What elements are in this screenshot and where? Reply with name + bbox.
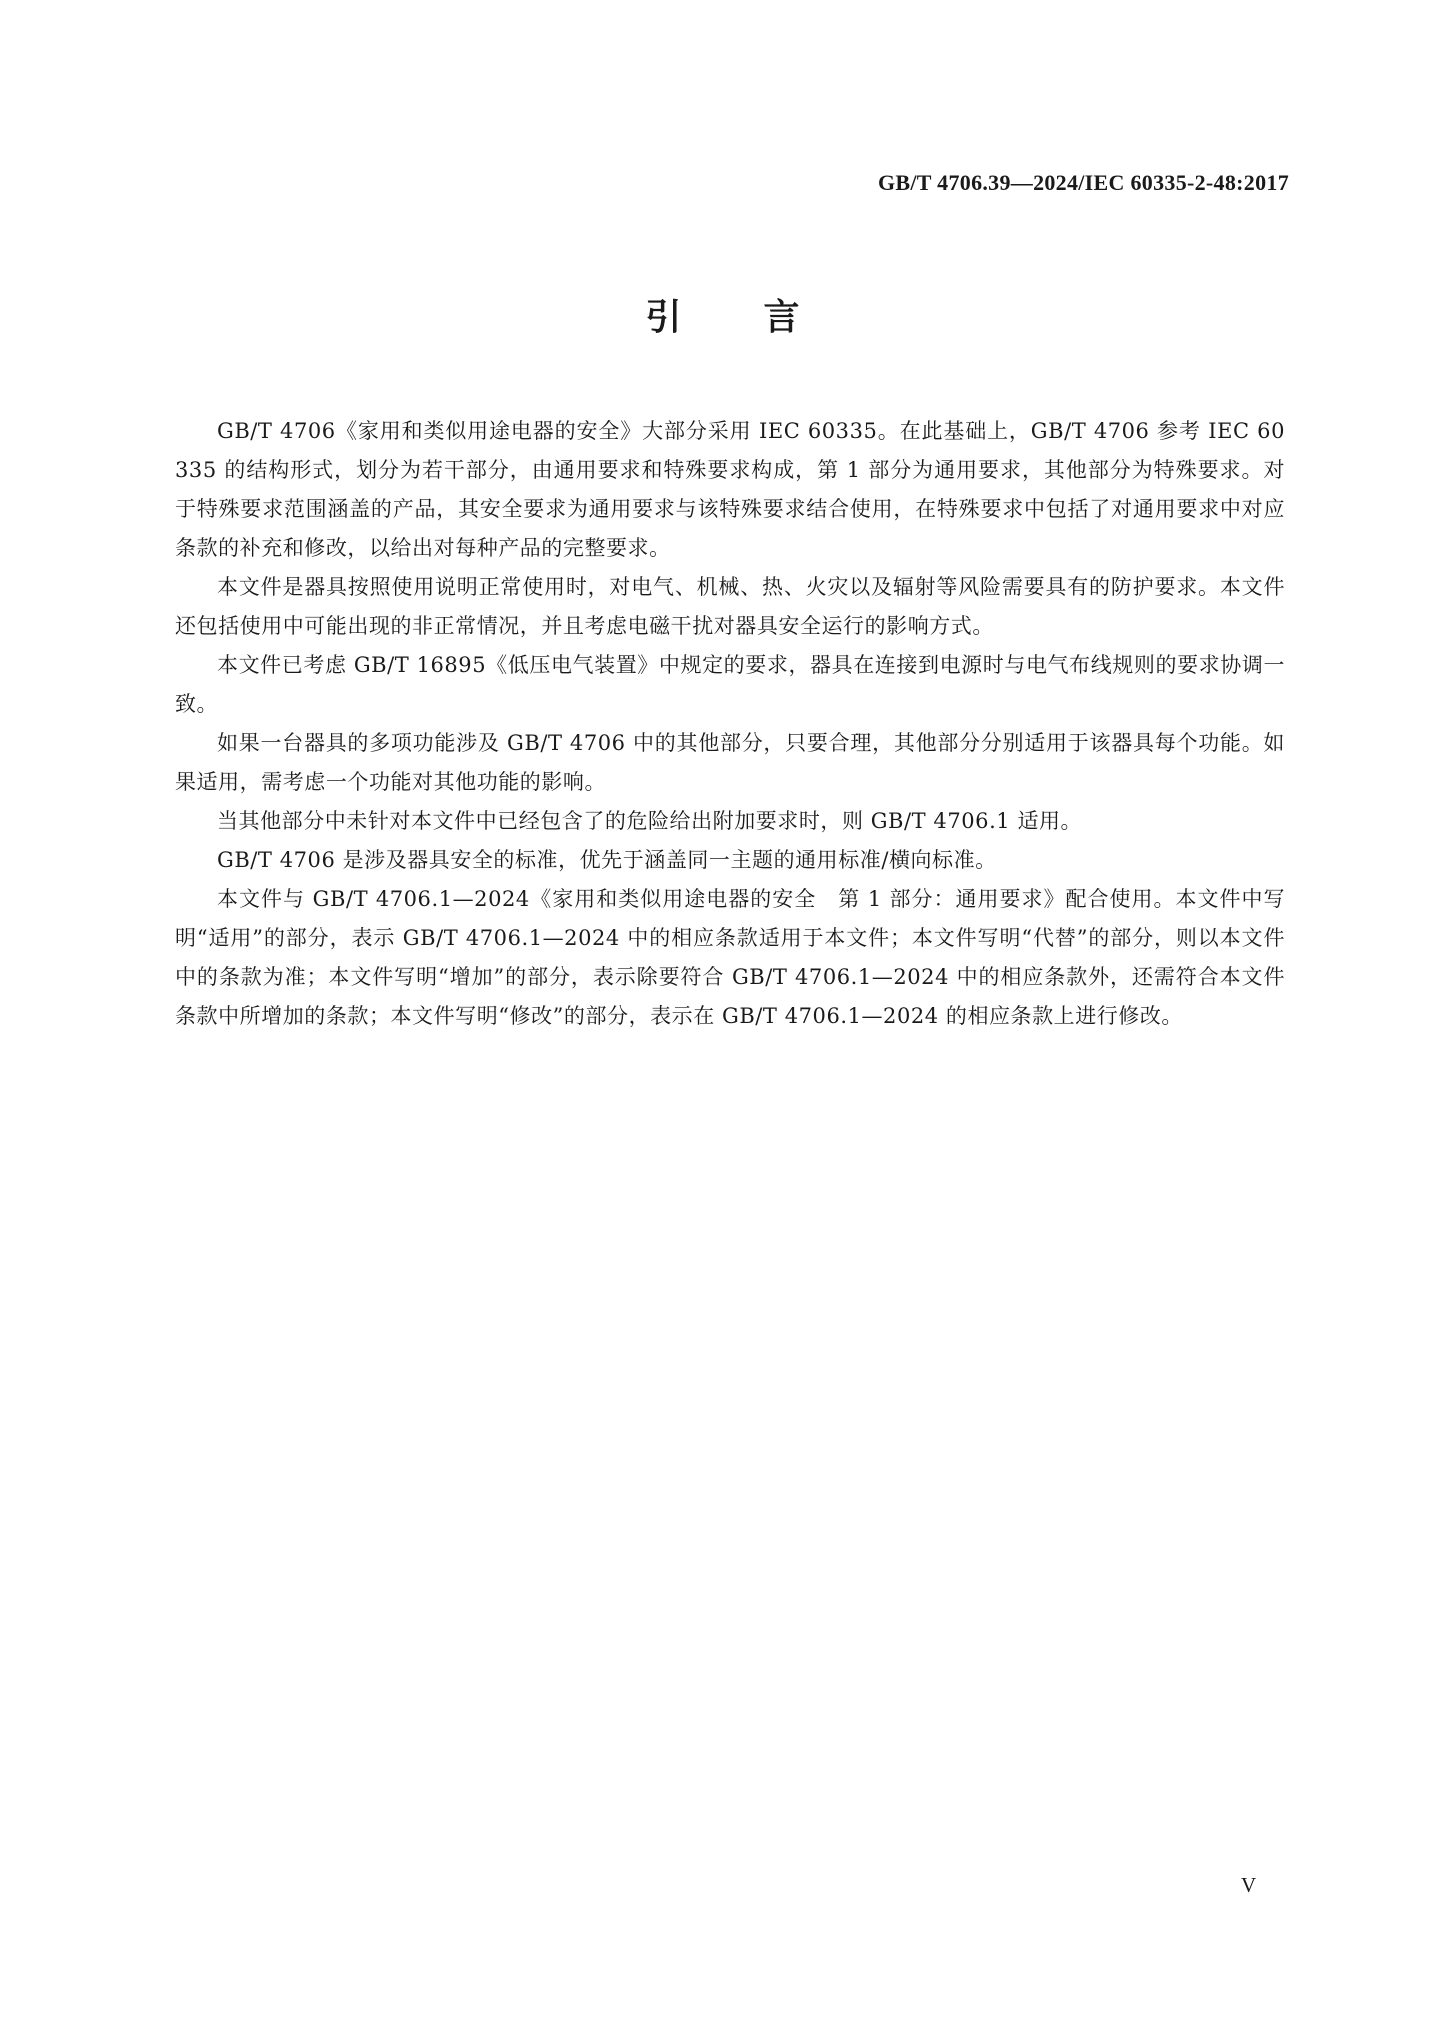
paragraph-6: GB/T 4706 是涉及器具安全的标准，优先于涵盖同一主题的通用标准/横向标准。 [217,848,997,872]
page-number: V [1241,1873,1257,1897]
paragraph-5: 当其他部分中未针对本文件中已经包含了的危险给出附加要求时，则 GB/T 4706.1 适用。 [217,809,1083,833]
paragraph-4: 如果一台器具的多项功能涉及 GB/T 4706 中的其他部分，只要合理，其他部分分别适用于该器具每个功能。如果适用，需考虑一个功能对其他功能的影响。 [175,731,1285,794]
standard-code-header: GB/T 4706.39—2024/IEC 60335-2-48:2017 [878,170,1289,195]
paragraph-7: 本文件与 GB/T 4706.1—2024《家用和类似用途电器的安全 第 1 部分：通用要求》配合使用。本文件中写明“适用”的部分，表示 GB/T 4706.1—2024 中的相应条款适用于本文件；本文件写明“代替”的部分，则以本文件中的条款为准；本文件写明“增加”的部分，表示除要符合 GB/T 4706.1—2024 中的相应条款外，还需符合本文件条款中所增加的条款；本文件写明“修改”的部分，表示在 GB/T 4706.1—2024 的相应条款上进行修改。 [175,887,1285,1028]
paragraph-3: 本文件已考虑 GB/T 16895《低压电气装置》中规定的要求，器具在连接到电源时与电气布线规则的要求协调一致。 [175,653,1285,716]
paragraph-2: 本文件是器具按照使用说明正常使用时，对电气、机械、热、火灾以及辐射等风险需要具有的防护要求。本文件还包括使用中可能出现的非正常情况，并且考虑电磁干扰对器具安全运行的影响方式。 [175,575,1285,638]
body-text [175,412,1285,1036]
paragraph-1: GB/T 4706《家用和类似用途电器的安全》大部分采用 IEC 60335。在此基础上，GB/T 4706 参考 IEC 60335 的结构形式，划分为若干部分，由通用要求和特殊要求构成，第 1 部分为通用要求，其他部分为特殊要求。对于特殊要求范围涵盖的产品，其安全要求为通用要求与该特殊要求结合使用，在特殊要求中包括了对通用要求中对应条款的补充和修改，以给出对每种产品的完整要求。 [175,419,1285,560]
page-title: 引言 [645,297,882,338]
